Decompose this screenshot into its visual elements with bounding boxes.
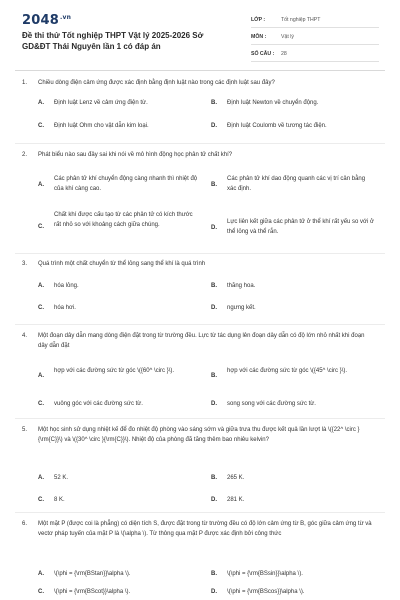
option-d[interactable]: \(\phi = {\rm{BScos}}\alpha \). (227, 589, 305, 595)
option-letter[interactable]: A. (38, 475, 44, 481)
info-label: LỚP : (251, 17, 266, 23)
question-text: Một học sinh sử dụng nhiệt kế để đo nhiệt độ phòng vào sáng sớm và giữa trưa thu được kết quả lần lượt là \({22^ \circ }{\rm{C}}\) và \({30^ \circ }{\rm{C}}\). Nhiệt độ của phòng đã tăng thêm bao nhiêu kelvin? (38, 427, 360, 443)
option-c[interactable]: Định luật Ohm cho vật dẫn kim loại. (54, 123, 149, 129)
question-number: 5. (22, 427, 28, 433)
option-b[interactable]: Các phân tử khí dao động quanh các vị trí cân bằng xác định. (227, 176, 366, 192)
option-b[interactable]: hợp với các đường sức từ góc \({45^ \circ }\). (227, 368, 348, 374)
option-d[interactable]: Lực liên kết giữa các phân tử ở thể khí rất yếu so với ở thể lỏng và thể rắn. (227, 219, 374, 235)
option-a[interactable]: 52 K. (54, 475, 69, 481)
info-value: Vật lý (281, 34, 294, 40)
option-d[interactable]: ngưng kết. (227, 305, 256, 311)
question-text: Một mặt P (được coi là phẳng) có diện tích S, được đặt trong từ trường đều có độ lớn cảm ứng từ B, góc giữa cảm ứng từ và vectơ pháp tuyến của mặt P là \(\alpha \). Từ thông qua mặt P được xác định bởi công thức (38, 521, 372, 537)
option-letter[interactable]: D. (211, 225, 217, 231)
question-divider (15, 418, 385, 419)
question-text: Phát biểu nào sau đây sai khi nói về mô hình động học phân tử chất khí? (38, 152, 233, 158)
option-letter[interactable]: D. (211, 589, 217, 595)
site-logo[interactable] (22, 13, 71, 28)
info-label: MÔN : (251, 34, 267, 40)
question-number: 6. (22, 521, 28, 527)
option-letter[interactable]: C. (38, 589, 44, 595)
option-a[interactable]: \(\phi = {\rm{BStan}}\alpha \). (54, 571, 131, 577)
option-letter[interactable]: C. (38, 305, 44, 311)
option-letter[interactable]: B. (211, 373, 217, 379)
option-b[interactable]: \(\phi = {\rm{BSsin}}\alpha \). (227, 571, 303, 577)
question-divider (15, 253, 385, 254)
question-divider (15, 512, 385, 513)
question-text: Quá trình một chất chuyển từ thể lỏng sang thể khí là quá trình (38, 261, 206, 267)
question-number: 4. (22, 333, 28, 339)
option-letter[interactable]: C. (38, 123, 44, 129)
option-letter[interactable]: A. (38, 100, 44, 106)
info-row-subject (251, 32, 379, 45)
question-divider (15, 324, 385, 325)
option-a[interactable]: Các phân tử khí chuyển động càng nhanh thì nhiệt độ của khí càng cao. (54, 176, 198, 192)
question-number: 3. (22, 261, 28, 267)
option-letter[interactable]: D. (211, 305, 217, 311)
option-a[interactable]: hợp với các đường sức từ góc \({60^ \circ }\). (54, 368, 175, 374)
option-letter[interactable]: B. (211, 571, 217, 577)
option-c[interactable]: hóa hơi. (54, 305, 76, 311)
option-letter[interactable]: C. (38, 224, 44, 230)
option-letter[interactable]: D. (211, 401, 217, 407)
option-letter[interactable]: B. (211, 475, 217, 481)
option-letter[interactable]: A. (38, 283, 44, 289)
option-letter[interactable]: D. (211, 497, 217, 503)
page-header (0, 0, 400, 70)
header-divider (15, 70, 385, 71)
question-text: Một đoạn dây dẫn mang dòng điện đặt trong từ trường đều. Lực từ tác dụng lên đoạn dây dẫn có độ lớn nhỏ nhất khi đoạn dây dẫn đặt (38, 333, 365, 349)
option-b[interactable]: 265 K. (227, 475, 245, 481)
option-letter[interactable]: D. (211, 123, 217, 129)
info-row-class (251, 15, 379, 28)
question-text: Chiều dòng điện cảm ứng được xác định bằng định luật nào trong các định luật sau đây? (38, 80, 275, 86)
option-letter[interactable]: B. (211, 182, 217, 188)
info-row-count (251, 49, 379, 62)
logo-text: 2048 (22, 13, 59, 28)
option-d[interactable]: 281 K. (227, 497, 245, 503)
option-letter[interactable]: C. (38, 401, 44, 407)
question-number: 1. (22, 80, 28, 86)
option-a[interactable]: Định luật Lenz về cảm ứng điện từ. (54, 100, 148, 106)
option-b[interactable]: Định luật Newton về chuyển động. (227, 100, 319, 106)
option-c[interactable]: Chất khí được cấu tạo từ các phân tử có kích thước rất nhỏ so với khoảng cách giữa chúng. (54, 212, 193, 228)
info-label: SỐ CÂU : (251, 51, 275, 57)
option-b[interactable]: thăng hoa. (227, 283, 256, 289)
info-value: Tốt nghiệp THPT (281, 17, 321, 23)
option-letter[interactable]: C. (38, 497, 44, 503)
option-d[interactable]: song song với các đường sức từ. (227, 401, 316, 407)
logo-suffix: .vn (59, 13, 72, 21)
option-c[interactable]: vuông góc với các đường sức từ. (54, 401, 143, 407)
exam-info (251, 15, 379, 66)
info-value: 28 (281, 51, 287, 57)
option-a[interactable]: hóa lỏng. (54, 283, 79, 289)
option-letter[interactable]: A. (38, 373, 44, 379)
option-c[interactable]: \(\phi = {\rm{BScot}}\alpha \). (54, 589, 131, 595)
question-number: 2. (22, 152, 28, 158)
option-letter[interactable]: B. (211, 283, 217, 289)
option-letter[interactable]: A. (38, 571, 44, 577)
option-c[interactable]: 8 K. (54, 497, 65, 503)
option-letter[interactable]: A. (38, 182, 44, 188)
option-d[interactable]: Định luật Coulomb về tương tác điện. (227, 123, 327, 129)
option-letter[interactable]: B. (211, 100, 217, 106)
exam-title: Đề thi thử Tốt nghiệp THPT Vật lý 2025-2026 Sở GD&ĐT Thái Nguyên lần 1 có đáp án (22, 31, 204, 51)
question-divider (15, 143, 385, 144)
